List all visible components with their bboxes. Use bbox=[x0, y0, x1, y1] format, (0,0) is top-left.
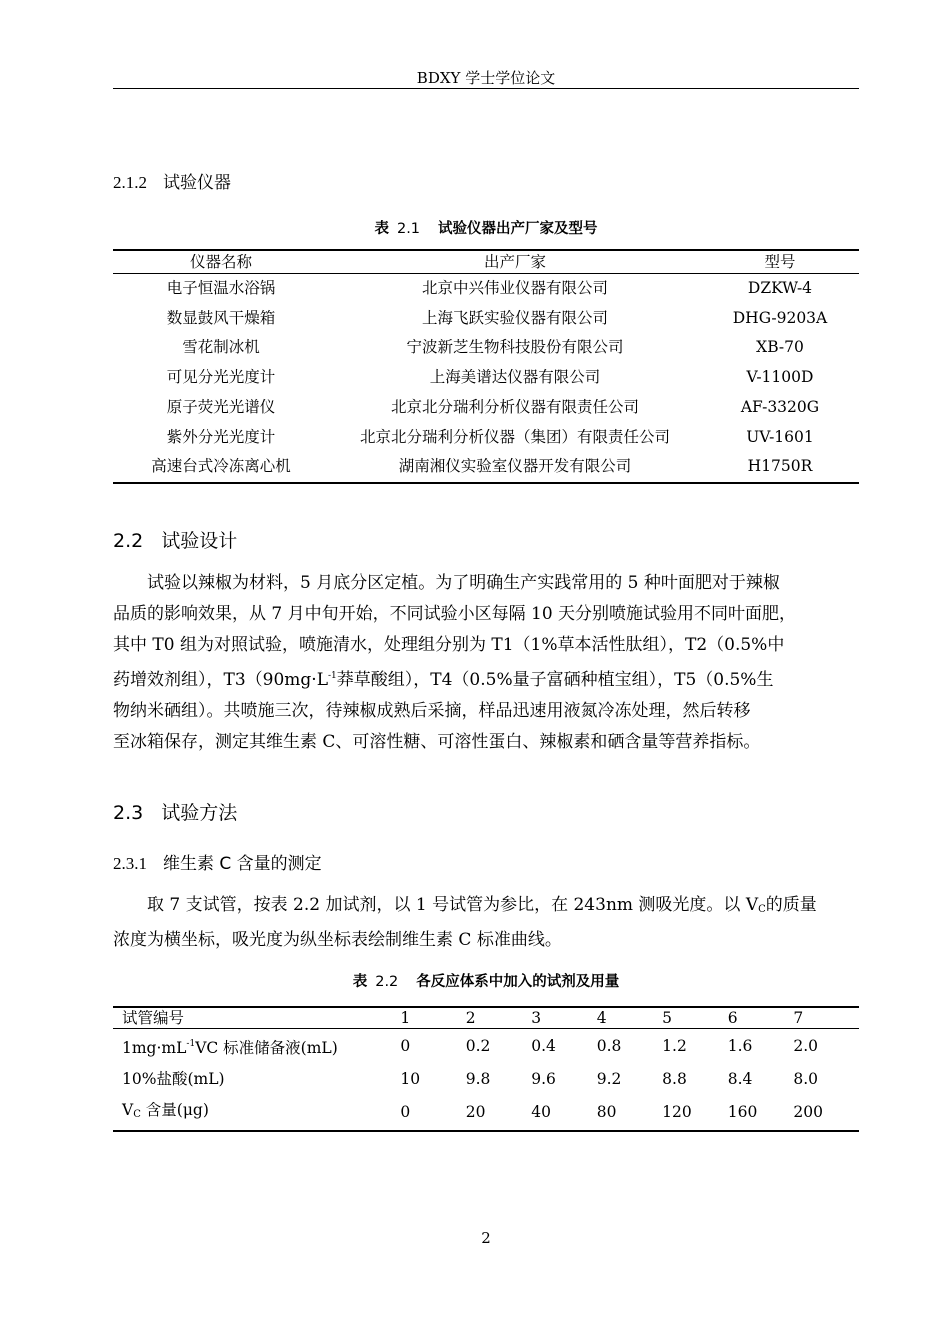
column-header: 1 bbox=[400, 1009, 411, 1027]
label-text: 1mg·mL bbox=[122, 1039, 187, 1057]
table-cell: 紫外分光光度计 bbox=[166, 427, 276, 446]
caption-title: 试验仪器出产厂家及型号 bbox=[438, 221, 598, 237]
column-header: 出产厂家 bbox=[483, 253, 546, 271]
table-caption-2-2 bbox=[113, 972, 859, 992]
column-header: 3 bbox=[531, 1009, 542, 1027]
column-header: 仪器名称 bbox=[189, 253, 252, 271]
table-caption-2-1 bbox=[113, 219, 859, 239]
section-number: 2.2 bbox=[113, 530, 144, 552]
table-cell: 0.8 bbox=[596, 1037, 622, 1055]
paragraph-line: 物纳米硒组）。共喷施三次，待辣椒成熟后采摘，样品迅速用液氮冷冻处理，然后转移 bbox=[113, 701, 751, 721]
table-cell: 0 bbox=[400, 1037, 411, 1055]
table-row bbox=[113, 1095, 859, 1131]
table-header-row bbox=[113, 1007, 859, 1029]
table-cell: 8.8 bbox=[662, 1070, 687, 1088]
table-row bbox=[113, 304, 859, 334]
row-label bbox=[113, 1029, 400, 1065]
subscript: C bbox=[758, 904, 766, 915]
table-cell: XB-70 bbox=[756, 338, 804, 357]
column-header: 2 bbox=[465, 1009, 476, 1027]
table-cell: 高速台式冷冻离心机 bbox=[151, 457, 291, 476]
table-cell: UV-1601 bbox=[746, 427, 814, 446]
table-cell: 2.0 bbox=[793, 1037, 819, 1055]
paragraph-line: 至冰箱保存，测定其维生素 C、可溶性糖、可溶性蛋白、辣椒素和硒含量等营养指标。 bbox=[113, 732, 761, 752]
table-cell: 北京北分瑞利分析仪器（集团）有限责任公司 bbox=[359, 427, 670, 446]
table-cell: V-1100D bbox=[746, 368, 814, 387]
section-number: 2.3 bbox=[113, 802, 144, 824]
table-row bbox=[113, 452, 859, 483]
section-number: 2.3.1 bbox=[113, 854, 147, 873]
section-heading-2-1-2 bbox=[113, 172, 231, 194]
table-cell: 北京北分瑞利分析仪器有限责任公司 bbox=[390, 397, 639, 416]
table-cell: 数显鼓风干燥箱 bbox=[166, 308, 276, 327]
page-number: 2 bbox=[481, 1229, 491, 1247]
vc-paragraph bbox=[113, 890, 859, 956]
table-cell: 宁波新芝生物科技股份有限公司 bbox=[406, 338, 624, 357]
table-header-row bbox=[113, 250, 859, 274]
page-header: BDXY 学士学位论文 bbox=[416, 69, 556, 87]
superscript: -1 bbox=[186, 1039, 196, 1049]
design-paragraph bbox=[113, 568, 859, 758]
table-cell: 1.2 bbox=[662, 1037, 687, 1055]
table-row bbox=[113, 363, 859, 393]
table-cell: 北京中兴伟业仪器有限公司 bbox=[421, 279, 608, 297]
table-cell: H1750R bbox=[747, 457, 813, 476]
reagent-table bbox=[113, 1006, 859, 1132]
section-heading-2-3-1 bbox=[113, 853, 322, 875]
table-cell: 上海美谱达仪器有限公司 bbox=[429, 368, 601, 387]
row-label bbox=[113, 1095, 400, 1131]
caption-number: 2.2 bbox=[375, 974, 399, 990]
label-text: V bbox=[122, 1101, 134, 1119]
table-cell: 120 bbox=[662, 1103, 692, 1121]
table-cell: 上海飞跃实验仪器有限公司 bbox=[421, 308, 608, 327]
line-text: 莽草酸组），T4（0.5%量子富硒种植宝组），T5（0.5%生 bbox=[336, 670, 774, 690]
caption-prefix: 表 bbox=[352, 974, 368, 990]
table-cell: 0 bbox=[400, 1103, 411, 1121]
section-heading-2-2 bbox=[113, 529, 237, 553]
section-title: 试验设计 bbox=[161, 530, 238, 552]
label-text: 含量(μg) bbox=[140, 1101, 209, 1119]
column-header: 7 bbox=[793, 1009, 804, 1027]
table-cell: 20 bbox=[465, 1103, 486, 1121]
table-cell: 1.6 bbox=[727, 1037, 753, 1055]
table-cell: 200 bbox=[793, 1103, 823, 1121]
column-header: 5 bbox=[662, 1009, 673, 1027]
line-text: 药增效剂组），T3（90mg·L bbox=[113, 670, 328, 690]
table-cell: 10 bbox=[400, 1070, 421, 1088]
table-row bbox=[113, 1029, 859, 1065]
paragraph-line: 浓度为横坐标，吸光度为纵坐标表绘制维生素 C 标准曲线。 bbox=[113, 930, 562, 950]
line-text: 取 7 支试管，按表 2.2 加试剂，以 1 号试管为参比，在 243nm 测吸光度。以 V bbox=[147, 895, 759, 915]
paragraph-line: 其中 T0 组为对照试验，喷施清水，处理组分别为 T1（1%草本活性肽组），T2（0.5%中 bbox=[113, 635, 785, 655]
table-cell: 40 bbox=[531, 1103, 551, 1121]
paragraph-line: 品质的影响效果，从 7 月中旬开始，不同试验小区每隔 10 天分别喷施试验用不同叶面肥， bbox=[113, 604, 797, 624]
table-cell: 8.4 bbox=[727, 1070, 753, 1088]
section-heading-2-3 bbox=[113, 801, 237, 825]
row-label: 10%盐酸(mL) bbox=[122, 1070, 225, 1088]
table-cell: 可见分光光度计 bbox=[166, 368, 276, 387]
column-header: 型号 bbox=[764, 253, 796, 271]
header-rule bbox=[113, 88, 859, 89]
subscript: C bbox=[133, 1109, 141, 1120]
table-cell: 0.2 bbox=[465, 1037, 491, 1055]
table-cell: AF-3320G bbox=[740, 397, 820, 416]
column-header: 6 bbox=[727, 1009, 738, 1027]
table-row bbox=[113, 274, 859, 304]
table-cell: 8.0 bbox=[793, 1070, 819, 1088]
section-title: 试验方法 bbox=[161, 802, 238, 824]
table-cell: 雪花制冰机 bbox=[182, 338, 260, 357]
instrument-table bbox=[113, 249, 859, 484]
table-cell: DHG-9203A bbox=[732, 308, 828, 327]
table-cell: 9.8 bbox=[465, 1070, 491, 1088]
table-cell: 160 bbox=[727, 1103, 758, 1121]
table-cell: 80 bbox=[596, 1103, 617, 1121]
table-cell: 湖南湘仪实验室仪器开发有限公司 bbox=[398, 457, 632, 476]
paragraph-line: 试验以辣椒为材料，5 月底分区定植。为了明确生产实践常用的 5 种叶面肥对于辣椒 bbox=[147, 573, 780, 593]
table-cell: 原子荧光光谱仪 bbox=[166, 397, 276, 416]
caption-title: 各反应体系中加入的试剂及用量 bbox=[416, 974, 620, 990]
line-text: 的质量 bbox=[765, 895, 817, 915]
table-cell: 电子恒温水浴锅 bbox=[166, 279, 276, 297]
paragraph-line bbox=[113, 661, 859, 696]
table-row bbox=[113, 1064, 859, 1095]
table-cell: 9.2 bbox=[596, 1070, 622, 1088]
table-row bbox=[113, 423, 859, 453]
section-title: 试验仪器 bbox=[163, 173, 231, 193]
table-row bbox=[113, 393, 859, 423]
table-cell: 9.6 bbox=[531, 1070, 556, 1088]
column-header: 4 bbox=[596, 1009, 607, 1027]
caption-number: 2.1 bbox=[396, 221, 421, 237]
table-row bbox=[113, 333, 859, 363]
section-title: 维生素 C 含量的测定 bbox=[163, 854, 322, 874]
table-cell: DZKW-4 bbox=[747, 279, 813, 297]
label-text: VC 标准储备液(mL) bbox=[195, 1039, 338, 1057]
superscript: -1 bbox=[327, 671, 337, 681]
caption-prefix: 表 bbox=[374, 221, 389, 237]
section-number: 2.1.2 bbox=[113, 173, 147, 192]
table-cell: 0.4 bbox=[531, 1037, 556, 1055]
column-header: 试管编号 bbox=[122, 1009, 185, 1027]
paragraph-line bbox=[113, 890, 859, 925]
